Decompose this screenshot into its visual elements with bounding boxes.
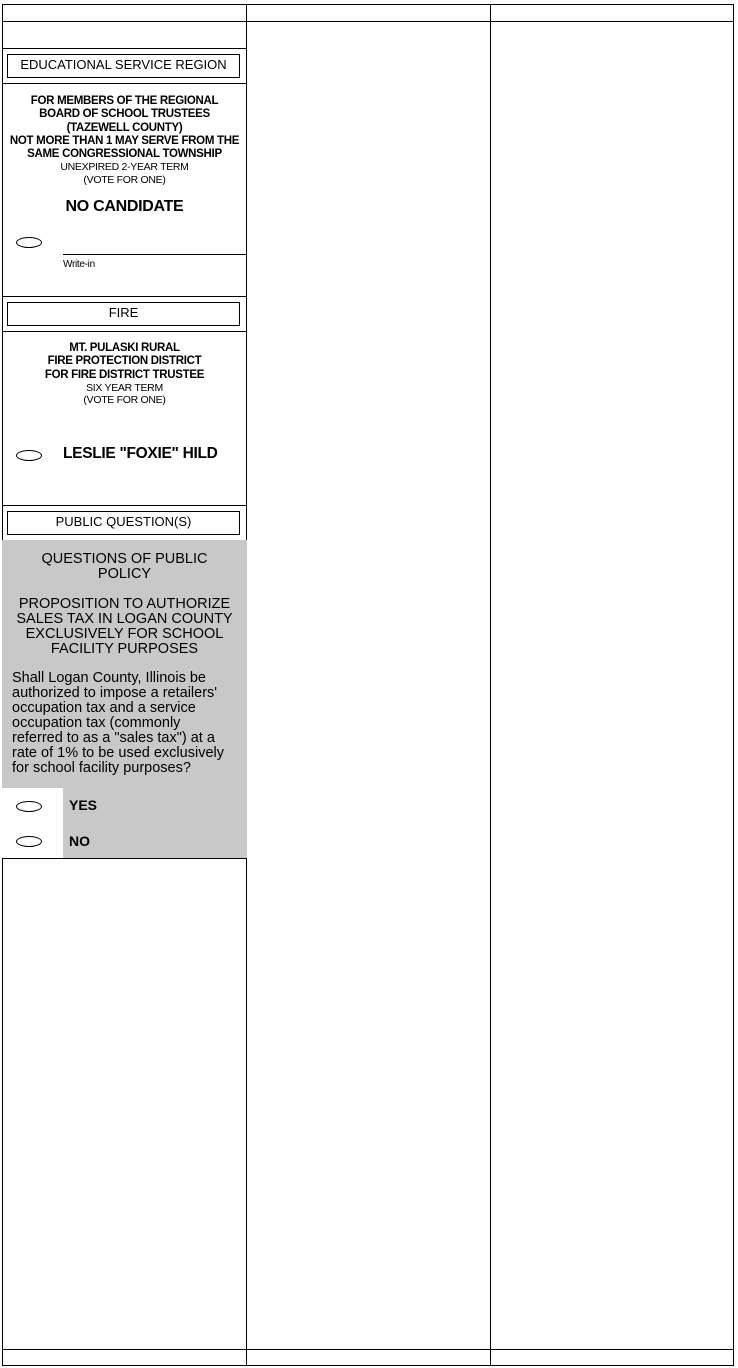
choice-yes: YES [69, 797, 98, 813]
question-line: authorized to impose a retailers' [12, 685, 218, 701]
question-line: for school facility purposes? [12, 760, 191, 776]
section-title-public-questions: PUBLIC QUESTION(S) [7, 511, 240, 535]
title-line: FOR FIRE DISTRICT TRUSTEE [44, 368, 205, 381]
question-line: rate of 1% to be used exclusively [12, 745, 224, 761]
question-heading [2, 552, 247, 582]
response-oval-area [2, 788, 63, 858]
header-divider [2, 21, 734, 22]
proposition-line: SALES TAX IN LOGAN COUNTY [16, 611, 233, 627]
proposition-line: PROPOSITION TO AUTHORIZE [18, 596, 231, 612]
contest-title-fire-district [2, 342, 247, 407]
heading-line: QUESTIONS OF PUBLIC [41, 551, 208, 567]
footer-divider [2, 1349, 734, 1350]
column-divider-2 [490, 4, 491, 1366]
public-question-block [2, 540, 247, 858]
writein-label: Write-in [63, 259, 95, 270]
title-line: (TAZEWELL COUNTY) [66, 121, 183, 134]
vote-instruction: (VOTE FOR ONE) [83, 394, 166, 407]
no-candidate-label: NO CANDIDATE [65, 198, 184, 215]
contest-end-divider [2, 858, 247, 859]
contest-term: SIX YEAR TERM [86, 381, 163, 394]
title-line: SAME CONGRESSIONAL TOWNSHIP [27, 148, 222, 161]
proposition-line: EXCLUSIVELY FOR SCHOOL [25, 626, 224, 642]
section-title-education: EDUCATIONAL SERVICE REGION [7, 54, 240, 78]
title-line: FOR MEMBERS OF THE REGIONAL [30, 95, 219, 107]
proposition-title [2, 597, 247, 657]
title-line: MT. PULASKI RURAL [69, 342, 180, 354]
candidate-name-hild: LESLIE "FOXIE" HILD [63, 445, 218, 462]
section-title-fire: FIRE [7, 302, 240, 326]
title-line: FIRE PROTECTION DISTRICT [47, 355, 202, 368]
question-line: Shall Logan County, Illinois be [12, 670, 206, 686]
oval-yes[interactable] [16, 801, 42, 812]
choice-no: NO [69, 833, 90, 849]
section-header-education [2, 48, 247, 84]
writein-oval[interactable] [16, 237, 42, 248]
title-line: NOT MORE THAN 1 MAY SERVE FROM THE [9, 134, 240, 147]
oval-no[interactable] [16, 836, 42, 847]
contest-title-regional-board [2, 95, 247, 186]
candidate-oval-hild[interactable] [16, 450, 42, 461]
question-text [12, 671, 244, 776]
question-line: occupation tax (commonly [12, 715, 181, 731]
title-line: BOARD OF SCHOOL TRUSTEES [39, 108, 210, 121]
question-line: referred to as a "sales tax") at a [12, 730, 215, 746]
section-header-fire [2, 296, 247, 332]
question-line: occupation tax and a service [12, 700, 196, 716]
proposition-line: FACILITY PURPOSES [50, 641, 199, 657]
writein-line[interactable] [63, 254, 247, 255]
vote-instruction: (VOTE FOR ONE) [83, 173, 166, 186]
contest-term: UNEXPIRED 2-YEAR TERM [60, 161, 189, 174]
heading-line: POLICY [97, 566, 152, 582]
section-header-public-questions [2, 505, 247, 541]
